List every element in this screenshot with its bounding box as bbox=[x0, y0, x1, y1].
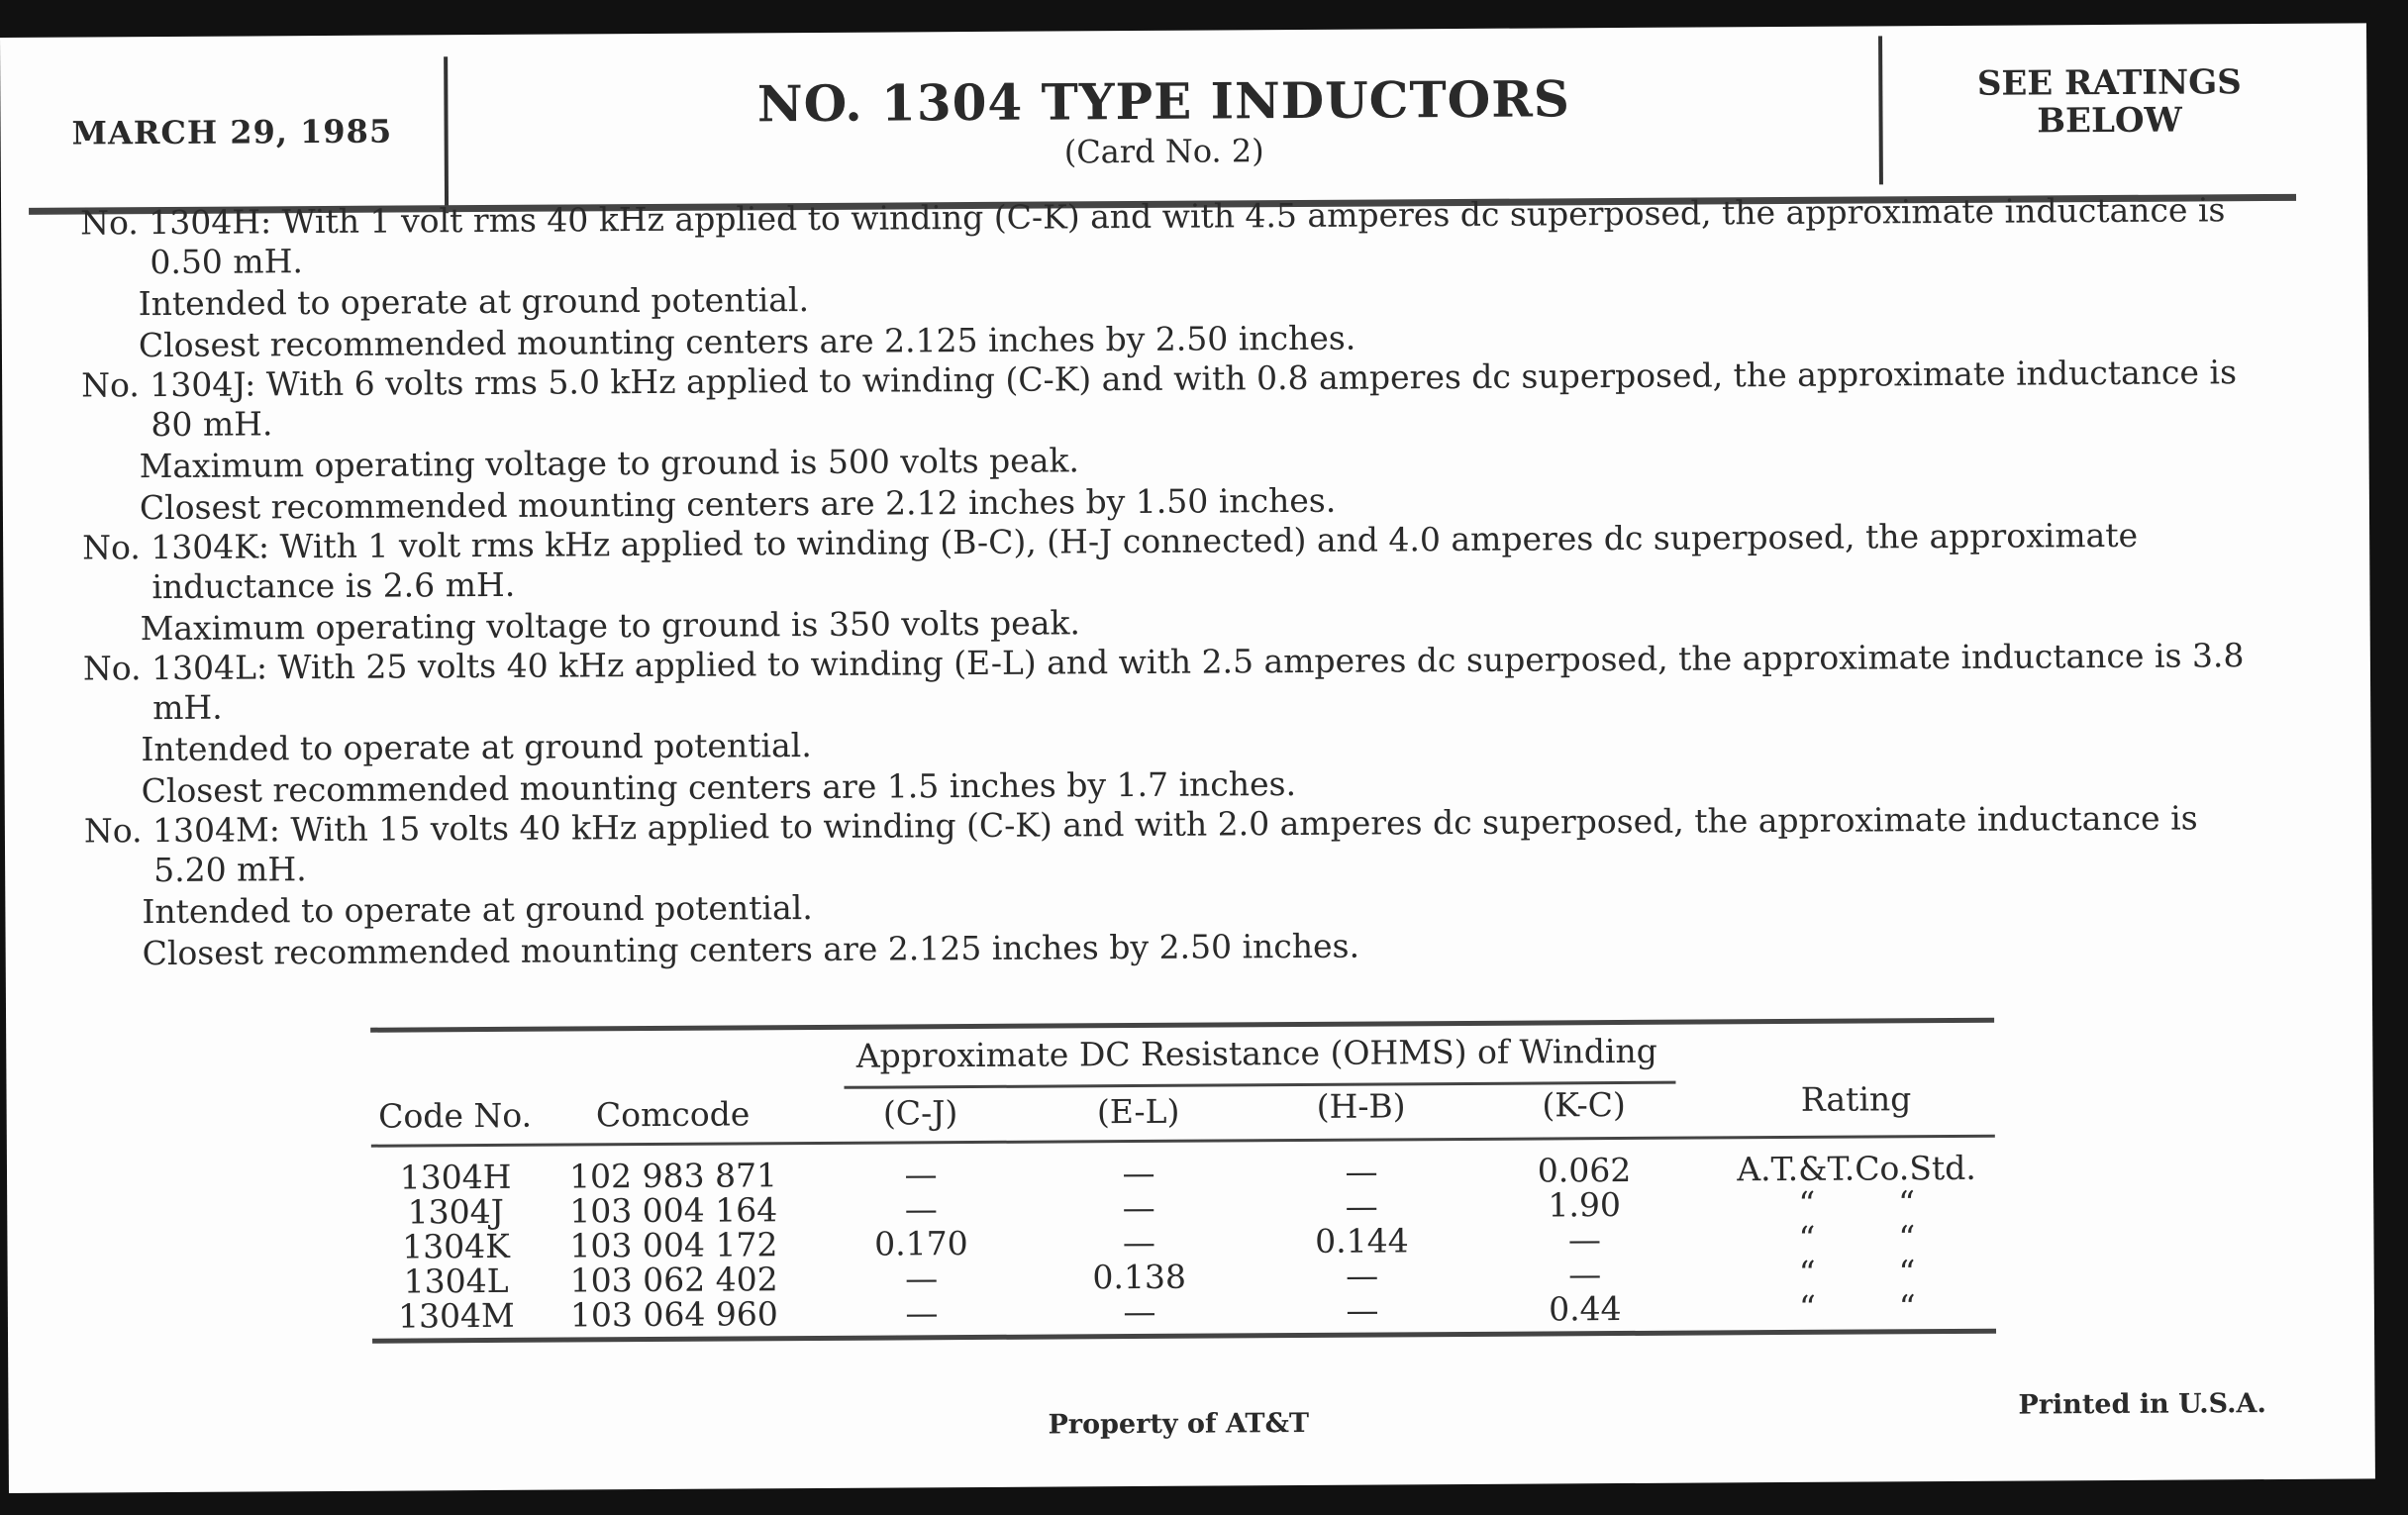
table-cell-kc: — bbox=[1568, 1255, 1602, 1294]
table-cell-comcode: 103 004 164 bbox=[569, 1190, 778, 1231]
table-cell-rating: “ “ bbox=[1798, 1218, 1916, 1258]
header-divider bbox=[444, 56, 449, 213]
issue-date: MARCH 29, 1985 bbox=[71, 112, 393, 152]
spec-note: Closest recommended mounting centers are 1.5 inches by 1.7 inches. bbox=[141, 764, 1297, 811]
header-rule bbox=[371, 1135, 1995, 1148]
spec-note: Closest recommended mounting centers are 2.125 inches by 2.50 inches. bbox=[138, 318, 1356, 365]
table-cell-kc: — bbox=[1567, 1220, 1602, 1260]
property-notice: Property of AT&T bbox=[1048, 1407, 1310, 1441]
column-kc bbox=[1500, 1084, 1668, 1125]
table-cell-code: 1304J bbox=[407, 1191, 504, 1232]
ratings-note bbox=[1886, 63, 2332, 142]
table-cell-kc: 0.062 bbox=[1537, 1150, 1632, 1190]
column-rating bbox=[1717, 1081, 1994, 1118]
table-cell-rating: “ “ bbox=[1798, 1287, 1916, 1327]
spec-note: Closest recommended mounting centers are 2.125 inches by 2.50 inches. bbox=[142, 926, 1360, 973]
table-cell-comcode: 103 064 960 bbox=[569, 1294, 778, 1335]
table-cell-el: 0.138 bbox=[1092, 1257, 1187, 1297]
table-cell-comcode: 102 983 871 bbox=[568, 1156, 778, 1196]
column-cj bbox=[837, 1095, 1005, 1131]
printed-notice: Printed in U.S.A. bbox=[2018, 1388, 2266, 1421]
header-divider bbox=[1878, 36, 1883, 184]
page-title: NO. 1304 TYPE INDUCTORS bbox=[756, 69, 1571, 134]
table-cell-hb: — bbox=[1345, 1152, 1378, 1191]
title-block bbox=[451, 67, 1877, 174]
column-header: (K-C) bbox=[1542, 1084, 1626, 1125]
table-cell-code: 1304L bbox=[403, 1261, 509, 1301]
spec-note: Maximum operating voltage to ground is 500 volts peak. bbox=[139, 441, 1080, 486]
table-cell-el: — bbox=[1122, 1187, 1155, 1228]
spec-note: Maximum operating voltage to ground is 350 volts peak. bbox=[140, 603, 1081, 649]
column-header: (C-J) bbox=[882, 1093, 958, 1133]
table-cell-el: — bbox=[1122, 1153, 1155, 1193]
table-cell-rating: A.T.&T.Co.Std. bbox=[1737, 1148, 1976, 1189]
table-cell-hb: — bbox=[1346, 1256, 1379, 1295]
table-cell-rating: “ “ bbox=[1798, 1253, 1916, 1292]
table-cell-rating: “ “ bbox=[1798, 1183, 1916, 1223]
table-cell-code: 1304M bbox=[397, 1295, 515, 1336]
column-header: (E-L) bbox=[1096, 1091, 1180, 1132]
resistance-table bbox=[370, 982, 1994, 1336]
description-body bbox=[80, 190, 2273, 973]
column-header: Comcode bbox=[595, 1094, 751, 1135]
paragraph-1304l bbox=[83, 636, 2272, 811]
inductance-spec: No. 1304J: With 6 volts rms 5.0 kHz applied to winding (C-K) and with 0.8 amperes dc superposed, the approximate inductance is 80 mH. bbox=[81, 353, 2238, 445]
group-header: Approximate DC Resistance (OHMS) of Winding bbox=[855, 1031, 1657, 1075]
column-header: (H-B) bbox=[1316, 1086, 1406, 1126]
table-top-rule bbox=[370, 1018, 1994, 1033]
ratings-note-line: SEE RATINGS bbox=[1976, 62, 2242, 104]
table-cell-cj: — bbox=[905, 1259, 939, 1298]
table-cell-cj: — bbox=[905, 1293, 939, 1333]
card-number: (Card No. 2) bbox=[1063, 132, 1264, 171]
column-code bbox=[371, 1095, 540, 1136]
table-cell-code: 1304H bbox=[399, 1157, 512, 1197]
column-header: Rating bbox=[1800, 1079, 1912, 1119]
column-header: Code No. bbox=[378, 1095, 533, 1136]
paragraph-1304j bbox=[81, 353, 2270, 528]
inductance-spec: No. 1304H: With 1 volt rms 40 kHz applied to winding (C-K) and with 4.5 amperes dc superposed, the approximate inductance is 0.50 mH. bbox=[80, 190, 2226, 282]
table-cell-comcode: 103 004 172 bbox=[569, 1225, 778, 1265]
table-cell-cj: 0.170 bbox=[874, 1224, 968, 1263]
ratings-note-line: BELOW bbox=[2037, 100, 2182, 142]
table-cell-cj: — bbox=[904, 1155, 938, 1194]
table-cell-el: — bbox=[1122, 1222, 1156, 1262]
table-cell-cj: — bbox=[904, 1189, 938, 1229]
table-cell-code: 1304K bbox=[402, 1226, 510, 1266]
table-cell-hb: — bbox=[1346, 1290, 1379, 1330]
spec-note: Intended to operate at ground potential. bbox=[138, 280, 810, 324]
table-cell-comcode: 103 062 402 bbox=[569, 1260, 778, 1300]
inductance-spec: No. 1304M: With 15 volts 40 kHz applied to winding (C-K) and with 2.0 amperes dc superposed, the approximate inductance is 5.20 mH. bbox=[83, 798, 2198, 890]
column-comcode bbox=[559, 1094, 787, 1135]
spec-note: Intended to operate at ground potential. bbox=[142, 888, 813, 932]
inductor-spec-card bbox=[0, 23, 2375, 1493]
table-cell-kc: 1.90 bbox=[1548, 1185, 1622, 1225]
paragraph-1304m bbox=[84, 798, 2273, 973]
table-cell-hb: — bbox=[1345, 1186, 1378, 1226]
spec-note: Intended to operate at ground potential. bbox=[141, 726, 812, 769]
paragraph-1304h bbox=[80, 190, 2269, 365]
column-el bbox=[1054, 1091, 1223, 1132]
column-hb bbox=[1277, 1088, 1446, 1124]
inductance-spec: No. 1304K: With 1 volt rms kHz applied to winding (B-C), (H-J connected) and 4.0 amperes dc superposed, the approximate inductance is 2.6 mH. bbox=[82, 515, 2139, 607]
paragraph-1304k bbox=[82, 515, 2271, 649]
table-cell-el: — bbox=[1123, 1291, 1156, 1332]
inductance-spec: No. 1304L: With 25 volts 40 kHz applied to winding (E-L) and with 2.5 amperes dc superposed, the approximate inductance is 3.8 mH. bbox=[82, 636, 2245, 728]
spec-note: Closest recommended mounting centers are 2.12 inches by 1.50 inches. bbox=[139, 480, 1337, 528]
table-cell-hb: 0.144 bbox=[1315, 1221, 1409, 1261]
table-cell-kc: 0.44 bbox=[1549, 1289, 1622, 1329]
